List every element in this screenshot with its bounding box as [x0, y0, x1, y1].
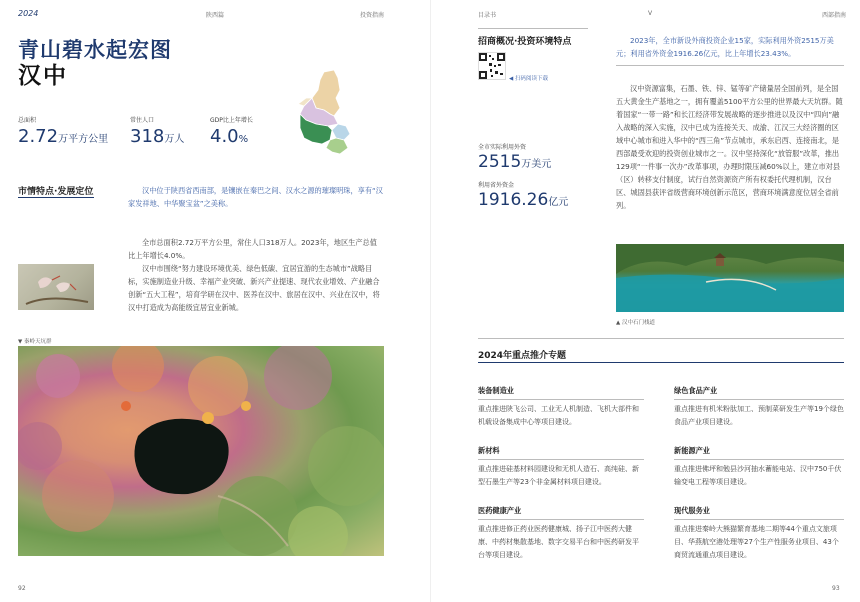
category-title: 医药健康产业 — [478, 506, 522, 515]
right-photo-caption: ▲ 汉中石门栈道 — [616, 320, 655, 326]
stat-area — [18, 115, 108, 147]
stat-gdp-value: 4.0 — [210, 126, 239, 147]
category-rule — [478, 519, 644, 520]
sinkhole-photo — [18, 346, 384, 556]
category-title: 新能源产业 — [674, 446, 710, 455]
left-intro: 汉中位于陕西省西南部，是镶嵌在秦巴之间、汉水之源的璀璨明珠，享有“汉家发祥地、中华聚宝盆”之美称。 — [128, 186, 383, 208]
promo-title-underline — [478, 362, 844, 363]
promo-title: 2024年重点推介专题 — [478, 351, 567, 361]
left-page-number: 92 — [18, 585, 26, 592]
stat-population-value: 318 — [130, 126, 165, 147]
big-photo-caption: ▼ 秦岭天坑群 — [18, 339, 52, 345]
page-title — [18, 38, 172, 90]
lake-landscape — [616, 244, 844, 312]
category-new-energy — [674, 446, 844, 489]
category-modern-services — [674, 506, 844, 562]
shaanxi-map — [294, 68, 362, 160]
sinkhole-forest — [18, 346, 384, 556]
stat-area-value: 2.72 — [18, 126, 59, 147]
category-title: 新材料 — [478, 446, 500, 455]
ibis-birds-icon — [18, 264, 94, 310]
right-para: 汉中资源富集，石墨、铁、锌、锰等矿产储量居全国前列，是全国五大黄金生产基地之一，拥有覆盖5100平方公里的世界最大天坑群。随着国家“一带一路”和长江经济带发展战略的逐步推进以及汉中“四向”融入战略的深入实施，汉中已成为连接关天、成渝、江汉三大经济圈的区域中心城市和进入华中的“西三角”节点城市，承东启西、连接南北，是西部最受欢迎的投资创业城市之一。汉中坚持深化“放管服”改革，推出129项“一件事一次办”改革事项，办理时限压减60%以上，建立市对县（区）转移支付制度，试行自然资源资产所有权委托代理机制，汉台区、城固县获评省级营商环境创新示范区，营商环境满意度位居全省前列。 — [616, 84, 843, 210]
stat-population-unit: 万人 — [164, 134, 185, 145]
title-line2: 汉中 — [18, 63, 68, 89]
category-desc: 重点推进有机米粉肽加工、预制菜研发生产等19个绿色食品产业项目建设。 — [674, 405, 844, 426]
right-section-title: 招商概况·投资环境特点 — [478, 37, 572, 47]
category-desc: 重点推进硅基材料园建设和无机人造石、高纯硅、新型石墨生产等23个非金属材料项目建设。 — [478, 465, 639, 486]
category-title: 现代服务业 — [674, 506, 710, 515]
category-new-materials — [478, 446, 644, 489]
stat-population-label: 常住人口 — [130, 117, 155, 124]
stat-area-unit: 万平方公里 — [58, 134, 109, 145]
qr-code[interactable] — [478, 52, 506, 80]
right-page-number: 93 — [832, 585, 840, 592]
left-section-underline — [18, 197, 94, 198]
stone-gate-photo — [616, 244, 844, 312]
stat-outside-funds-value: 1916.26 — [478, 190, 549, 210]
stat-fdi — [478, 142, 551, 172]
stat-population — [130, 115, 200, 147]
qr-code-icon — [479, 53, 505, 79]
left-para2: 汉中市围绕“努力建设环境优美、绿色低碳、宜居宜游的生态城市”战略目标，实施制造业升级、幸福产业突破、新兴产业提速、现代农业增效、产业融合创新“五大工程”，培育学研在汉中、医养在汉中、旅居在汉中、兴业在汉中，将汉中打造成为高能级宜居宜业新城。 — [128, 264, 380, 312]
category-rule — [478, 459, 644, 460]
page-gutter — [430, 0, 431, 602]
qr-caption: ◀ 扫码阅读下载 — [509, 76, 548, 82]
right-header-left: 目录书 — [478, 12, 497, 19]
category-equipment — [478, 386, 644, 429]
left-para1: 全市总面积2.72万平方公里，常住人口318万人。2023年，地区生产总值比上年增长4.0%。 — [128, 238, 377, 260]
category-title: 装备制造业 — [478, 386, 514, 395]
stat-outside-funds-unit: 亿元 — [548, 197, 569, 208]
category-desc: 重点推进修正药业医药健康城、扬子江中医药大健康、中药材集散基地、数字交易平台和中医药研发平台等项目建设。 — [478, 525, 639, 559]
category-title: 绿色食品产业 — [674, 386, 718, 395]
category-rule — [674, 399, 844, 400]
category-rule — [674, 519, 844, 520]
right-header-right: 西部指南 — [822, 12, 847, 19]
promo-top-rule — [478, 338, 844, 339]
stat-fdi-unit: 万美元 — [521, 159, 552, 170]
stat-gdp — [210, 115, 280, 147]
stat-outside-funds — [478, 180, 568, 210]
title-line1: 青山碧水起宏图 — [18, 38, 172, 62]
category-desc: 重点推进秦岭大熊猫繁育基地二期等44个重点文旅项目、华燕航空港处理等27个生产性服务业项目、43个商贸流通重点项目建设。 — [674, 525, 839, 559]
stat-gdp-label: GDP比上年增长 — [210, 117, 253, 124]
category-rule — [478, 399, 644, 400]
stat-outside-funds-label: 利用省外资金 — [478, 182, 515, 189]
right-intro-rule — [616, 65, 844, 66]
category-medicine — [478, 506, 644, 562]
stat-gdp-unit: % — [238, 134, 249, 145]
left-section-title: 市情特点·发展定位 — [18, 187, 94, 197]
stat-fdi-label: 全市实际利用外资 — [478, 144, 527, 151]
category-rule — [674, 459, 844, 460]
category-green-food — [674, 386, 844, 429]
category-desc: 重点推进佛坪和勉县沙河抽水蓄能电站、汉中750千伏输变电工程等项目建设。 — [674, 465, 842, 486]
left-header-year: 2024 — [18, 9, 39, 18]
right-intro: 2023年，全市新设外商投资企业15家，实际利用外资2515万美元；利用省外资金1916.26亿元，比上年增长23.43%。 — [616, 36, 834, 58]
category-desc: 重点推进陕飞公司、工业无人机制造、飞机大部件和机载设备集成中心等项目建设。 — [478, 405, 639, 426]
right-header-center: V — [648, 10, 653, 17]
left-header-center: 陕西篇 — [206, 12, 225, 19]
right-header-rule — [478, 28, 588, 29]
stat-fdi-value: 2515 — [478, 152, 522, 172]
left-header-right: 投资指南 — [360, 12, 385, 19]
stat-area-label: 总面积 — [18, 117, 37, 124]
ibis-photo — [18, 264, 94, 310]
